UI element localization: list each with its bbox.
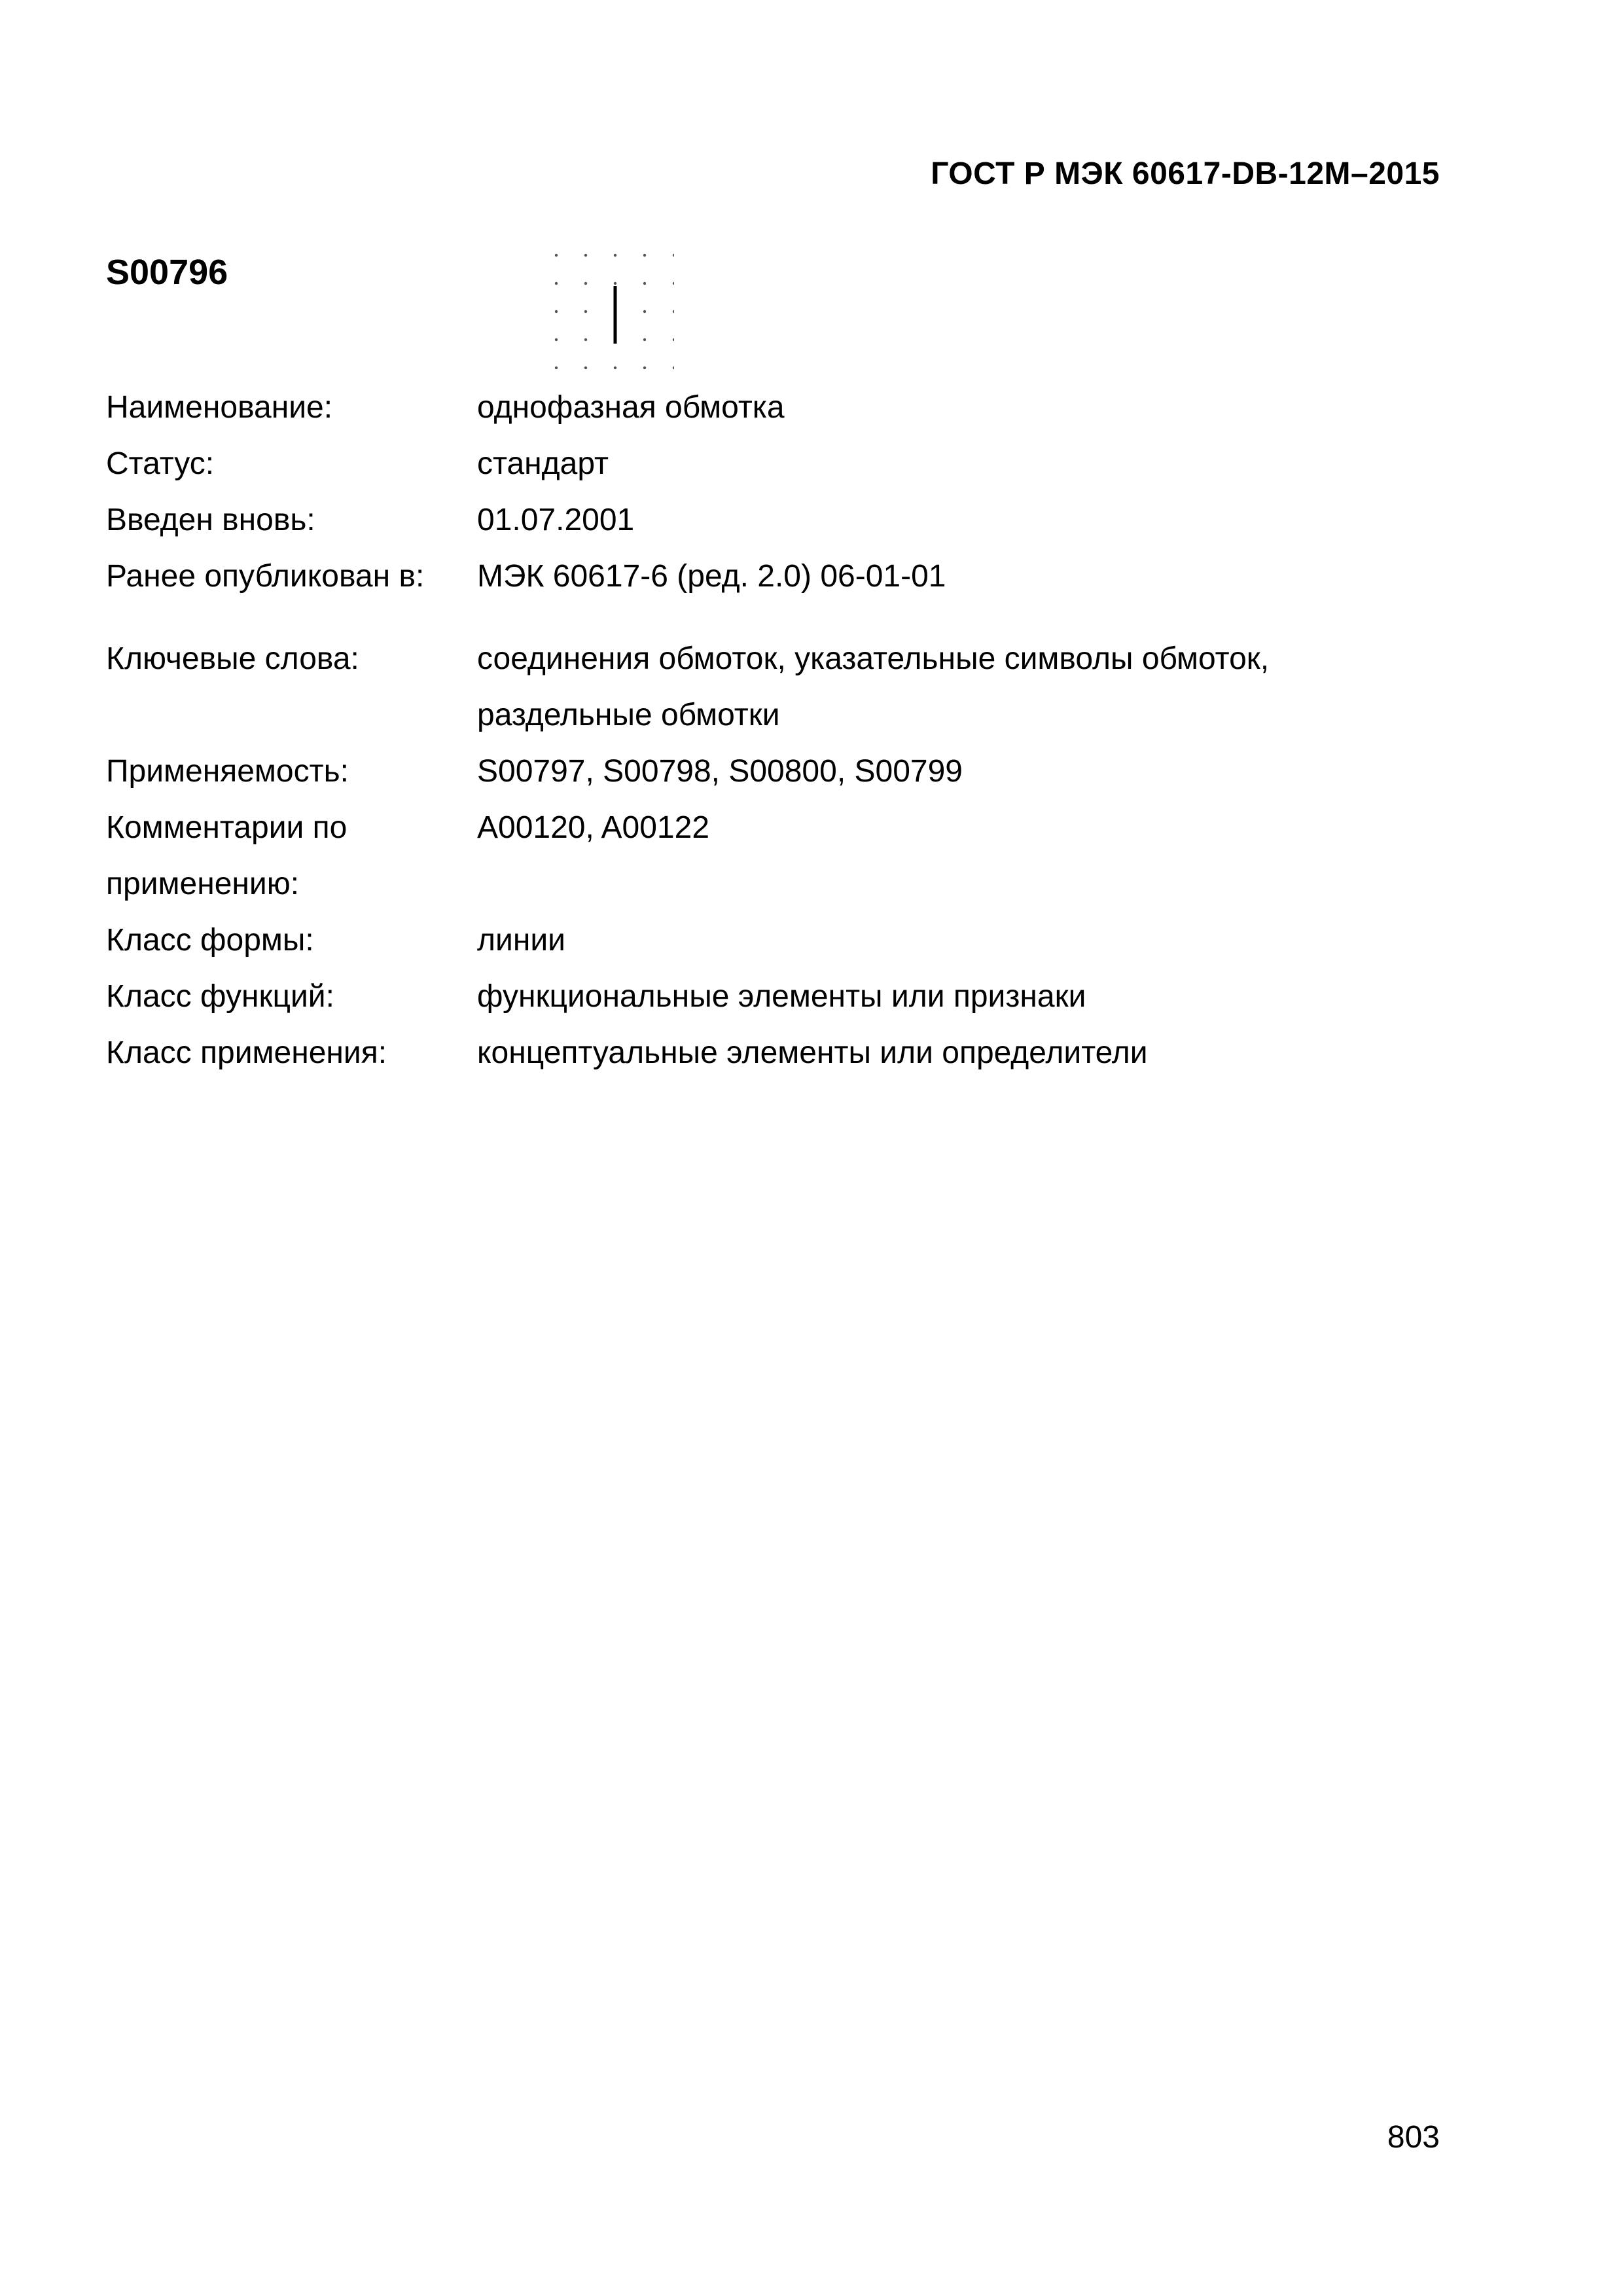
field-value: стандарт	[477, 446, 609, 481]
field-row-function-class	[106, 969, 1480, 1025]
grid-dot	[673, 282, 674, 285]
symbol-id: S00796	[106, 253, 228, 292]
field-value-line: раздельные обмотки	[477, 698, 780, 732]
grid-dot	[555, 282, 558, 285]
page-number: 803	[1387, 2120, 1440, 2155]
field-value: A00120, A00122	[477, 810, 710, 845]
field-label: Применяемость:	[106, 754, 349, 789]
grid-dot	[584, 367, 587, 369]
field-label: Ключевые слова:	[106, 641, 359, 676]
field-row-introduced	[106, 492, 1480, 548]
grid-dot	[555, 338, 558, 341]
field-label	[106, 800, 477, 912]
field-value	[477, 631, 1480, 744]
field-value: концептуальные элементы или определители	[477, 1035, 1148, 1070]
grid-dot	[673, 310, 674, 313]
grid-dot	[555, 310, 558, 313]
field-value: 01.07.2001	[477, 503, 635, 537]
field-row-applicability	[106, 744, 1480, 800]
field-label-line: применению:	[106, 867, 300, 901]
grid-dot	[555, 367, 558, 369]
field-row-application-class	[106, 1025, 1480, 1081]
field-label: Наименование:	[106, 390, 333, 425]
grid-dot	[643, 310, 646, 313]
field-value: МЭК 60617-6 (ред. 2.0) 06-01-01	[477, 559, 946, 594]
standard-code-header: ГОСТ Р МЭК 60617-DB-12M–2015	[931, 156, 1440, 191]
grid-dot	[584, 310, 587, 313]
field-label: Класс применения:	[106, 1035, 387, 1070]
grid-dot	[673, 367, 674, 369]
field-label: Введен вновь:	[106, 503, 315, 537]
field-label: Ранее опубликован в:	[106, 559, 425, 594]
grid-dot	[584, 338, 587, 341]
single-phase-winding-symbol	[543, 245, 674, 376]
symbol-attributes-table	[106, 380, 1480, 1081]
field-value: линии	[477, 923, 565, 958]
grid-dot	[643, 282, 646, 285]
field-row-keywords	[106, 631, 1480, 744]
field-value: S00797, S00798, S00800, S00799	[477, 754, 963, 789]
field-label: Статус:	[106, 446, 215, 481]
field-row-application-notes	[106, 800, 1480, 912]
grid-dot	[614, 254, 616, 257]
grid-dot	[643, 367, 646, 369]
field-label-line: Комментарии по	[106, 810, 348, 845]
field-row-shape-class	[106, 912, 1480, 969]
grid-dot	[673, 254, 674, 257]
field-value-line: соединения обмоток, указательные символы обмоток,	[477, 641, 1270, 676]
grid-dot	[555, 254, 558, 257]
field-value: однофазная обмотка	[477, 390, 785, 425]
grid-dot	[584, 282, 587, 285]
field-row-status	[106, 436, 1480, 492]
grid-dot	[584, 254, 587, 257]
field-value: функциональные элементы или признаки	[477, 979, 1086, 1014]
grid-dot	[643, 338, 646, 341]
grid-dot	[614, 367, 616, 369]
field-row-name	[106, 380, 1480, 436]
field-label: Класс формы:	[106, 923, 314, 958]
grid-dot	[614, 282, 616, 285]
grid-dot	[643, 254, 646, 257]
field-label: Класс функций:	[106, 979, 334, 1014]
grid-dot	[673, 338, 674, 341]
field-row-previously-published	[106, 548, 1480, 605]
